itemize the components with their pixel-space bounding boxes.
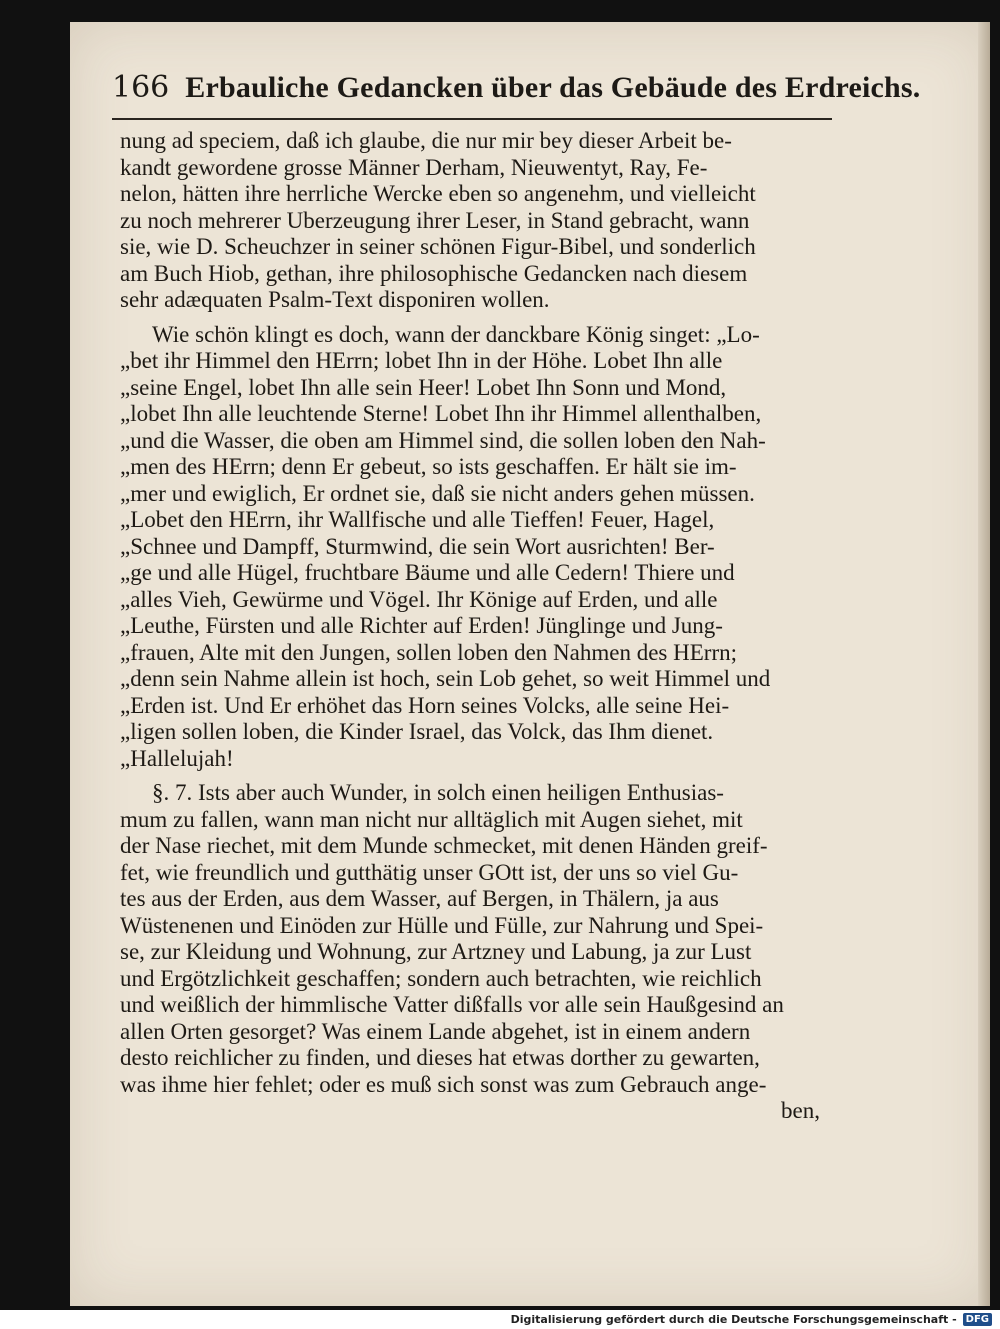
text-line: „Schnee und Dampff, Sturmwind, die sein Wort ausrichten! Ber-	[120, 533, 715, 559]
text-line: „alles Vieh, Gewürme und Vögel. Ihr Könige auf Erden, und alle	[120, 586, 718, 612]
text-line: „und die Wasser, die oben am Himmel sind, die sollen loben den Nah-	[120, 427, 766, 453]
page-number: 166	[112, 70, 170, 105]
page-header	[112, 70, 921, 120]
text-line: nelon, hätten ihre herrliche Wercke eben so angenehm, und vielleicht	[120, 181, 756, 206]
text-line: „men des HErrn; denn Er gebeut, so ists geschaffen. Er hält sie im-	[120, 454, 737, 479]
text-line: „Lobet den HErrn, ihr Wallfische und alle Tieffen! Feuer, Hagel,	[120, 507, 715, 532]
text-line: kandt gewordene grosse Männer Derham, Nieuwentyt, Ray, Fe-	[120, 154, 708, 180]
text-line: und Ergötzlichkeit geschaffen; sondern auch betrachten, wie reichlich	[120, 965, 762, 991]
text-line: Wie schön klingt es doch, wann der danckbare König singet: „Lo-	[152, 321, 760, 347]
text-line: „Leuthe, Fürsten und alle Richter auf Erden! Jünglinge und Jung-	[120, 613, 723, 638]
text-line: ben,	[781, 1098, 820, 1123]
text-line: „lobet Ihn alle leuchtende Sterne! Lobet Ihn ihr Himmel allenthalben,	[120, 401, 762, 426]
text-line: „ligen sollen loben, die Kinder Israel, das Volck, das Ihm dienet.	[120, 719, 714, 744]
footer-bar	[0, 1310, 1000, 1329]
text-line: sie, wie D. Scheuchzer in seiner schönen Figur-Bibel, und sonderlich	[120, 234, 756, 259]
text-line: „Hallelujah!	[120, 745, 234, 771]
text-line: desto reichlicher zu finden, und dieses hat etwas dorther zu gewarten,	[120, 1045, 760, 1070]
text-line: fet, wie freundlich und gutthätig unser GOtt ist, der uns so viel Gu-	[120, 859, 739, 885]
text-line: „Erden ist. Und Er erhöhet das Horn seines Volcks, alle seine Hei-	[120, 692, 730, 718]
text-line: am Buch Hiob, gethan, ihre philosophische Gedancken nach diesem	[120, 260, 748, 286]
text-line: allen Orten gesorget? Was einem Lande abgehet, ist in einem andern	[120, 1018, 751, 1044]
text-line: sehr adæquaten Psalm-Text disponiren wollen.	[120, 287, 550, 312]
running-head: Erbauliche Gedancken über das Gebäude des Erdreichs.	[185, 71, 921, 104]
paragraph-gap	[120, 314, 820, 322]
text-line: Wüstenenen und Einöden zur Hülle und Fülle, zur Nahrung und Spei-	[120, 912, 764, 938]
dfg-logo: DFG	[963, 1313, 992, 1326]
body-text	[120, 128, 820, 1125]
page-edge	[978, 22, 990, 1306]
text-line: „seine Engel, lobet Ihn alle sein Heer! Lobet Ihn Sonn und Mond,	[120, 374, 727, 400]
text-line: „ge und alle Hügel, fruchtbare Bäume und alle Cedern! Thiere und	[120, 560, 735, 585]
text-line: §. 7. Ists aber auch Wunder, in solch einen heiligen Enthusias-	[152, 780, 724, 805]
paragraph-gap	[120, 772, 820, 780]
text-line: „denn sein Nahme allein ist hoch, sein Lob gehet, so weit Himmel und	[120, 666, 771, 691]
text-line: was ihme hier fehlet; oder es muß sich sonst was zum Gebrauch ange-	[120, 1071, 767, 1097]
text-line: „bet ihr Himmel den HErrn; lobet Ihn in der Höhe. Lobet Ihn alle	[120, 348, 723, 373]
text-line: zu noch mehrerer Uberzeugung ihrer Leser, in Stand gebracht, wann	[120, 207, 750, 233]
text-line: der Nase riechet, mit dem Munde schmecket, mit denen Händen greif-	[120, 833, 768, 858]
text-line: und weißlich der himmlische Vatter dißfalls vor alle sein Haußgesind an	[120, 992, 784, 1017]
text-line: nung ad speciem, daß ich glaube, die nur mir bey dieser Arbeit be-	[120, 128, 732, 153]
footer-credit: Digitalisierung gefördert durch die Deutsche Forschungsgemeinschaft -	[510, 1313, 957, 1326]
text-line: se, zur Kleidung und Wohnung, zur Artzney und Labung, ja zur Lust	[120, 939, 752, 964]
text-line: mum zu fallen, wann man nicht nur alltäglich mit Augen siehet, mit	[120, 806, 743, 832]
text-line: „frauen, Alte mit den Jungen, sollen loben den Nahmen des HErrn;	[120, 639, 738, 665]
text-line: tes aus der Erden, aus dem Wasser, auf Bergen, in Thälern, ja aus	[120, 886, 719, 911]
text-line: „mer und ewiglich, Er ordnet sie, daß sie nicht anders gehen müssen.	[120, 480, 755, 506]
